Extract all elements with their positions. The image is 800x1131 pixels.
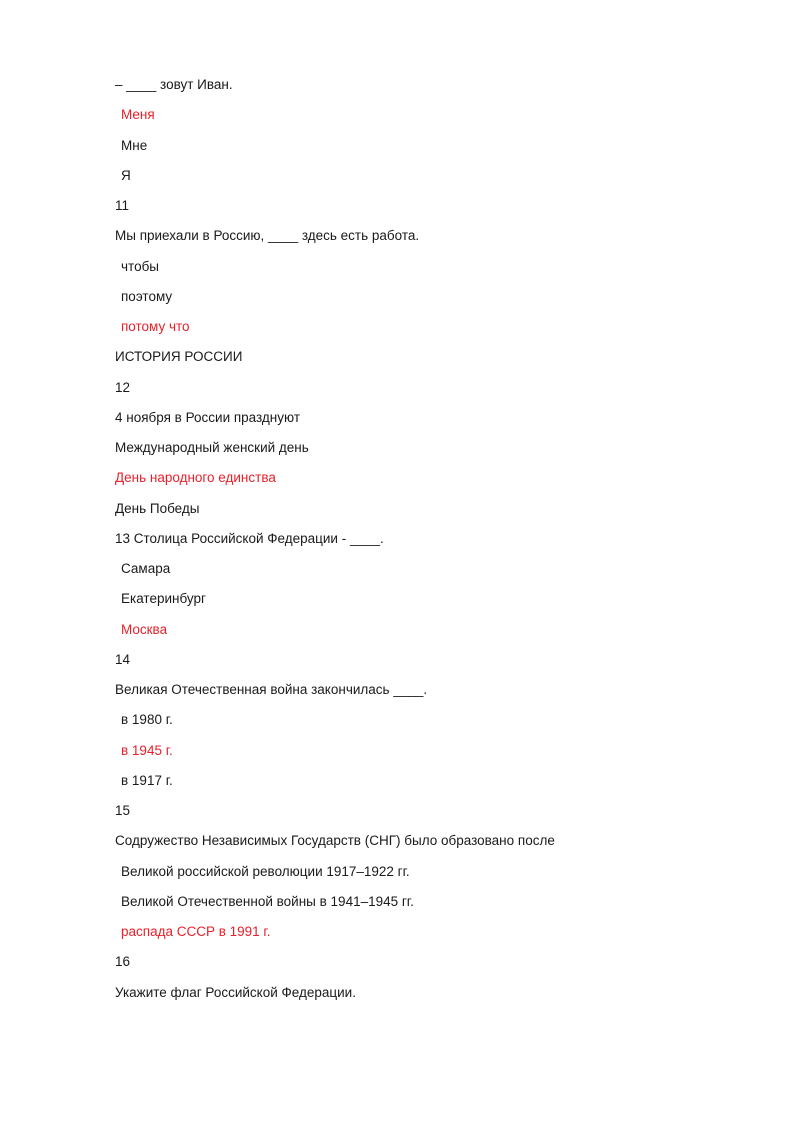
question-line: 13 Столица Российской Федерации - ____. <box>115 530 384 546</box>
answer-option-line: Екатеринбург <box>121 591 206 607</box>
correct-answer-line: Меня <box>121 107 155 123</box>
answer-option-line: Великой Отечественной войны в 1941–1945 гг. <box>121 893 414 909</box>
question-line: 11 <box>115 198 130 213</box>
answer-option-line: Самара <box>121 561 171 576</box>
answer-option-line: Мне <box>121 137 148 153</box>
question-line: 14 <box>115 651 131 667</box>
correct-answer-line: распада СССР в 1991 г. <box>121 924 271 939</box>
question-line: Международный женский день <box>115 440 309 455</box>
correct-answer-line: День народного единства <box>115 470 276 486</box>
correct-answer-line: потому что <box>121 319 190 334</box>
correct-answer-line: в 1945 г. <box>121 742 173 758</box>
question-line: Содружество Независимых Государств (СНГ) было образовано после <box>115 833 555 849</box>
question-line: – ____ зовут Иван. <box>115 77 233 92</box>
answer-option-line: в 1980 г. <box>121 712 173 728</box>
question-line: День Победы <box>115 500 200 516</box>
question-line: 12 <box>115 379 131 395</box>
answer-option-line: Я <box>121 167 131 183</box>
answer-option-line: в 1917 г. <box>121 772 173 788</box>
answer-option-line: поэтому <box>121 288 173 304</box>
answer-option-line: Великой российской революции 1917–1922 гг. <box>121 863 410 879</box>
question-line: ИСТОРИЯ РОССИИ <box>115 349 243 365</box>
question-line: Великая Отечественная война закончилась ____. <box>115 682 428 697</box>
question-line: 4 ноября в России празднуют <box>115 409 301 425</box>
question-line: Укажите флаг Российской Федерации. <box>115 984 356 1000</box>
correct-answer-line: Москва <box>121 621 168 637</box>
question-line: Мы приехали в Россию, ____ здесь есть работа. <box>115 228 420 244</box>
question-line: 16 <box>115 954 131 970</box>
question-line: 15 <box>115 803 131 818</box>
answer-option-line: чтобы <box>121 258 160 274</box>
